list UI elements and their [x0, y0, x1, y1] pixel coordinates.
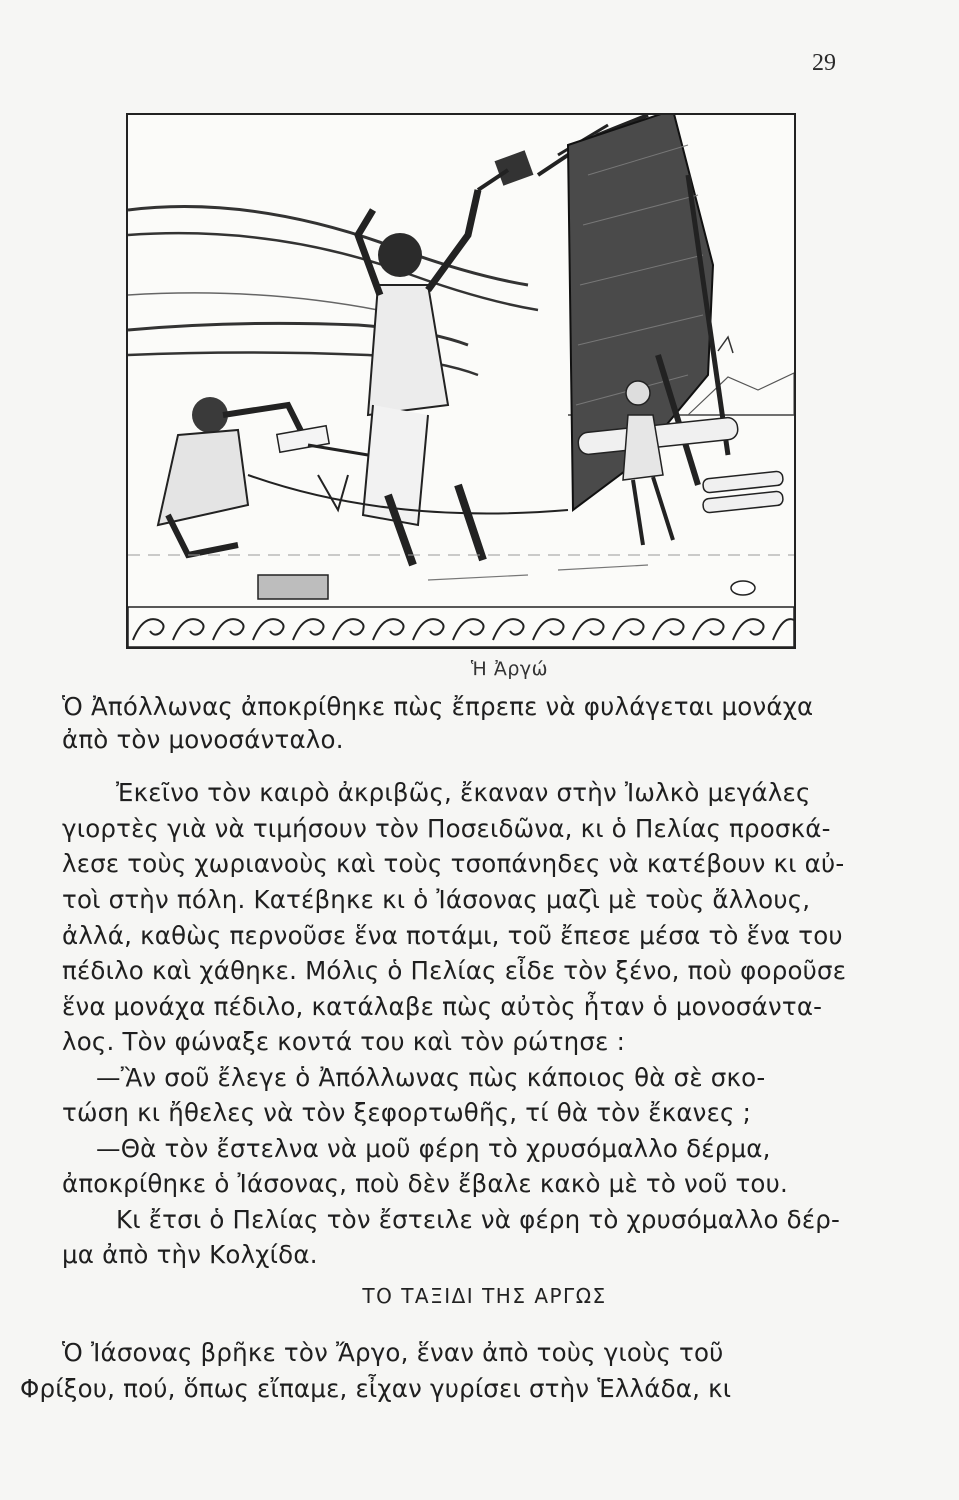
text-line: ἀποκρίθηκε ὁ Ἰάσονας, ποὺ δὲν ἔβαλε κακὸ μὲ τὸ νοῦ του. [62, 1169, 788, 1198]
text-line: γιορτὲς γιὰ νὰ τιμήσουν τὸν Ποσειδῶνα, κι ὁ Πελίας προσκά- [62, 814, 831, 843]
text-line: —Ἂν σοῦ ἔλεγε ὁ Ἀπόλλωνας πὼς κάποιος θὰ σὲ σκο- [96, 1063, 766, 1092]
text-line: λος. Τὸν φώναξε κοντά του καὶ τὸν ρώτησε : [62, 1027, 626, 1056]
section-heading: ΤΟ ΤΑΞΙΔΙ ΤΗΣ ΑΡΓΩΣ [362, 1284, 607, 1308]
text-line: ἕνα μονάχα πέδιλο, κατάλαβε πὼς αὐτὸς ἦταν ὁ μονοσάντα- [62, 992, 823, 1021]
argo-illustration [126, 113, 796, 649]
text-line: Ἐκεῖνο τὸν καιρὸ ἀκριβῶς, ἔκαναν στὴν Ἰωλκὸ μεγάλες [116, 778, 811, 807]
figure-caption: Ἡ Ἀργώ [470, 658, 549, 680]
text-line: τοὶ στὴν πόλη. Κατέβηκε κι ὁ Ἰάσονας μαζὶ μὲ τοὺς ἄλλους, [62, 885, 811, 914]
text-line: πέδιλο καὶ χάθηκε. Μόλις ὁ Πελίας εἶδε τὸν ξένο, ποὺ φοροῦσε [62, 956, 847, 985]
text-line: Ὁ Ἀπόλλωνας ἀποκρίθηκε πὼς ἔπρεπε νὰ φυλάγεται μονάχα [62, 692, 814, 721]
page-number: 29 [812, 50, 836, 76]
text-line: Φρίξου, πού, ὅπως εἴπαμε, εἶχαν γυρίσει στὴν Ἑλλάδα, κι [20, 1374, 732, 1403]
text-line: ἀλλά, καθὼς περνοῦσε ἕνα ποτάμι, τοῦ ἔπεσε μέσα τὸ ἕνα του [62, 921, 843, 950]
text-line: —Θὰ τὸν ἔστελνα νὰ μοῦ φέρη τὸ χρυσόμαλλο δέρμα, [96, 1134, 771, 1163]
text-line: Κι ἔτσι ὁ Πελίας τὸν ἔστειλε νὰ φέρη τὸ χρυσόμαλλο δέρ- [116, 1205, 841, 1234]
text-line: λεσε τοὺς χωριανοὺς καὶ τοὺς τσοπάνηδες νὰ κατέβουν κι αὐ- [62, 849, 845, 878]
text-line: τώση κι ἤθελες νὰ τὸν ξεφορτωθῆς, τί θὰ τὸν ἔκανες ; [62, 1098, 752, 1127]
text-line: ἀπὸ τὸν μονοσάνταλο. [62, 725, 344, 754]
text-line: Ὁ Ἰάσονας βρῆκε τὸν Ἄργο, ἕναν ἀπὸ τοὺς γιοὺς τοῦ [62, 1338, 724, 1367]
text-line: μα ἀπὸ τὴν Κολχίδα. [62, 1240, 318, 1269]
shipbuilding-drawing [128, 115, 794, 647]
